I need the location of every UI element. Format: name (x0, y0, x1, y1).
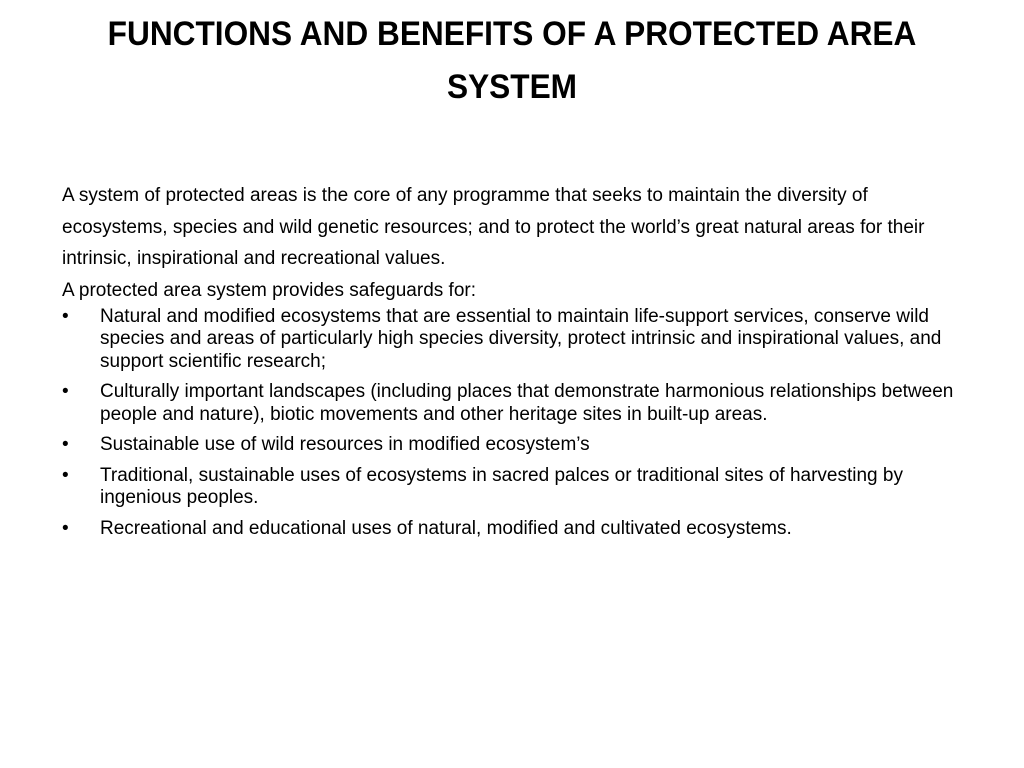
list-item-text: Recreational and educational uses of natural, modified and cultivated ecosystems. (100, 517, 792, 539)
list-item (62, 434, 962, 457)
list-item-text: Traditional, sustainable uses of ecosystems in sacred palces or traditional sites of harvesting by ingenious peoples. (100, 464, 903, 508)
list-item-text: Culturally important landscapes (including places that demonstrate harmonious relationships between people and nature), biotic movements and other heritage sites in built-up areas. (100, 381, 954, 425)
bullet-marker: • (62, 381, 69, 402)
slide-body (62, 180, 962, 548)
list-item (62, 306, 962, 374)
safeguards-lead: A protected area system provides safeguards for: (62, 279, 476, 301)
list-item (62, 381, 962, 426)
list-item-text: Natural and modified ecosystems that are essential to maintain life-support services, conserve wild species and areas of particularly high species diversity, protect intrinsic and inspirational values, and support scientific research; (100, 305, 942, 372)
intro-paragraph: A system of protected areas is the core of any programme that seeks to maintain the diversity of ecosystems, species and wild genetic resources; and to protect the world’s great natural areas for their intrinsic, inspirational and recreational values. (62, 185, 925, 269)
safeguards-list (62, 306, 962, 541)
list-item-text: Sustainable use of wild resources in modified ecosystem’s (100, 434, 590, 455)
list-item (62, 518, 962, 541)
slide-title: FUNCTIONS AND BENEFITS OF A PROTECTED AREA SYSTEM (107, 15, 917, 106)
list-item (62, 465, 962, 510)
bullet-marker: • (62, 517, 69, 539)
bullet-marker: • (62, 305, 69, 327)
bullet-marker: • (62, 434, 69, 455)
bullet-marker: • (62, 464, 69, 486)
